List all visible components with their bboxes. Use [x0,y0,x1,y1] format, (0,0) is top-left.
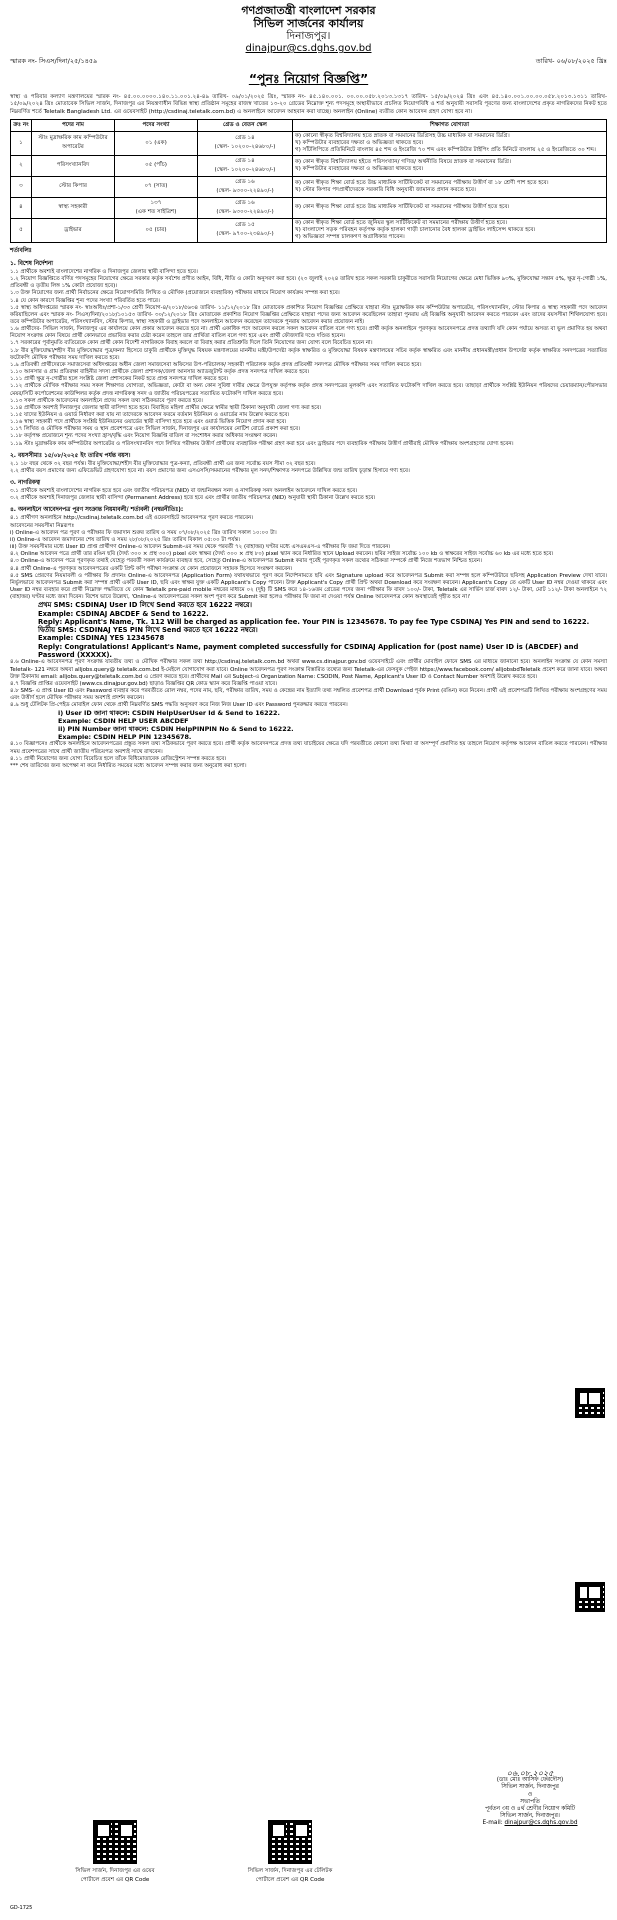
condition-paragraph: ১.৭ সরকারের পূর্বানুমতি ব্যতিরেকে কোন প্রার্থী কোন বিদেশী নাগরিককে বিবাহ করলে বা বিবাহ করার প্রতিশ্রুতি দিলে তিনি নিয়োগের জন্য যোগ্য বলে বিবেচিত হবেন না। [10,340,373,347]
condition-paragraph: ii) Online-এ আবেদন জমাদানের শেষ তারিখ ও সময় ২৮/০৮/২০২৫ খ্রিঃ তারিখ বিকাল ০৫:০০ টা পর্যন্ত। [10,536,241,543]
condition-paragraph: ১.১১ প্রার্থী ক্ষুদ্র নৃ-গোষ্ঠীর হলে সংশ্লিষ্ট জেলা প্রশাসকের নিকট হতে প্রাপ্ত সনদপত্র দাখিল করতে হবে। [10,376,229,383]
condition-paragraph: ২.২ প্রার্থীর বয়স প্রমাণের জন্য এফিডেভিট গ্রহণযোগ্য হবে না। বয়স প্রমাণের জন্য এসএসসি/সমমানের পরীক্ষার মূল সনদ/শিক্ষাগত সনদপত্রে উল্লিখিত জন্ম তারিখ চূড়ান্ত হিসাবে গণ্য হবে। [10,467,410,474]
signatory-title-2: ও [527,1791,533,1798]
signatory-title-3: সভাপতি [520,1798,540,1805]
condition-paragraph: ৪.৯ শুধু টেলিটক প্রি-পেইড মোবাইল ফোন থেকে প্রার্থী নিম্নবর্ণিত SMS পদ্ধতি অনুসরণ করে নিজ নিজ User ID এবং Password পুনরুদ্ধার করতে পারবেন। [10,702,348,709]
condition-paragraph: ৪.২ Online আবেদন পত্রে প্রার্থী তার রঙিন ছবি (দৈর্ঘ্য ৩০০ × প্রস্থ ৩০০) pixel এবং স্বাক্ষর (দৈর্ঘ্য ৩০০ × প্রস্থ ৮০) pixel স্ক্যান করে নির্ধারিত স্থানে Upload করবেন। ছবির সাইজ সর্বোচ্চ ১০০ kb ও স্বাক্ষরের সাইজ সর্বোচ্চ ৬০ kb এর মধ্যে হতে হবে। [10,551,554,558]
condition-paragraph: ১.২ নিয়োগ বিজ্ঞপ্তিতে বর্ণিত পদসমূহের নিয়োগের ক্ষেত্রে সরকার কর্তৃক সর্বশেষ প্রণীত আইন, বিধি, নীতি ও কোটা অনুসরণ করা হবে। (২৩ জুলাই ২০২৪ তারিখ হতে সকল সরকারি চাকুরীতে সরাসরি নিয়োগের ক্ষেত্রে মেধা ভিত্তিক ৯৩%, মুক্তিযোদ্ধা সন্তান ৫%, ক্ষুদ্র নৃ-গোষ্ঠী ১%, প্রতিবন্ধী ও তৃতীয় লিঙ্গ ১% কোটা প্রযোজ্য হবে)। [10,276,607,290]
condition-paragraph: ১.১৩ সকল প্রার্থীকে আবেদনের অনলাইনে প্রদেয় সকল তথ্য সঠিকভাবে পূরণ করতে হবে। [10,397,203,404]
condition-paragraph: i) Online-এ আবেদন পত্র পূরণ ও পরীক্ষার ফি জমাদান শুরুর তারিখ ও সময় ০৭/০৮/২০২৫ খ্রিঃ তারিখ সকাল ১০:০০ টা। [10,529,277,536]
condition-paragraph: ১.৮ বীর মুক্তিযোদ্ধা/শহীদ বীর মুক্তিযোদ্ধার পুত্র/কন্যা হিসেবে চাকুরি প্রার্থীকে মুক্তিযুদ্ধ বিষয়ক মন্ত্রণালয়ের মাননীয় মন্ত্রী/উপদেষ্টা কর্তৃক স্বাক্ষরিত ও মুক্তিযোদ্ধা বিষয়ক মন্ত্রণালয়ের সচিব কর্তৃক স্বাক্ষরিত এবং মাননীয় প্রধানমন্ত্রী/প্রধান উপদেষ্টা কর্তৃক স্বাক্ষরিত সনদপত্রের সত্যায়িত ফটোকপি মৌখিক পরীক্ষার সময় দাখিল করতে হবে। [10,347,607,361]
section-2-paragraphs [10,461,607,475]
condition-paragraph: ১.১৯ স্টাঃ মুদ্রাক্ষরিক কাম কম্পিউটার অপারেটর ও পরিসংখ্যানবিদ পদে লিখিত পরীক্ষায় উত্তীর্ণ প্রার্থীদের ব্যবহারিক পরীক্ষা গ্রহণ করা হবে এবং ড্রাইভার পদে ব্যবহারিক পরীক্ষায় উত্তীর্ণ প্রার্থীরাই মৌখিক পরীক্ষায় অংশগ্রহণের যোগ্য হবেন। [10,440,514,447]
cell-serial: ৪ [11,197,32,218]
qr-teletalk-portal [215,1820,365,1885]
cell-serial: ৩ [11,176,32,197]
office-name: সিভিল সার্জনের কার্যালয় [253,17,364,30]
conditions-label: শর্তাবলিঃ [10,247,32,254]
memo-row [10,56,607,67]
col-grade: গ্রেড ও বেতন স্কেল [198,119,293,131]
signature-scribble: ০৬.০৮.২০২৫ [506,1769,554,1778]
condition-paragraph: iii) উক্ত সময়সীমার মধ্যে User ID প্রাপ্ত প্রার্থীগণ Online-এ আবেদন Submit-এর সময় থেকে পরবর্তী ৭২ (বাহাত্তর) ঘণ্টার মধ্যে এসএমএস-এ পরীক্ষার ফি জমা দিতে পারবেন। [10,544,391,551]
qr-web-portal [40,1820,190,1885]
condition-paragraph: ৪.৮ SMS- এ প্রাপ্ত User ID এবং Password ব্যবহার করে পরবর্তীতে রোল নম্বর, পদের নাম, ছবি, পরীক্ষার তারিখ, সময় ও কেন্দ্রের নাম ইত্যাদি তথ্য সম্বলিত প্রবেশপত্র প্রার্থী Download পূর্বক Print (রঙিন) করে নিবেন। প্রার্থী এই প্রবেশপত্রটি লিখিত পরীক্ষায় অংশগ্রহণের সময় এবং উত্তীর্ণ হলে মৌখিক পরীক্ষার সময় অবশ্যই প্রদর্শন করবেন। [10,688,607,702]
section-4-title: ৪. অনলাইনে আবেদনপত্র পূরণ সংক্রান্ত নিয়মাবলী/ শর্তাবলী (নম্বরনীতিঃ): [10,507,184,514]
cell-qualification: ক) কোন স্বীকৃত বিশ্ববিদ্যালয় হইতে পরিসংখ্যান/ গণিত/ অর্থনীতি বিষয়ে স্নাতক বা সমমানের ডিগ্রি। খ) কম্পিউটার ব্যবহারের দক্ষতা ও অভিজ্ঞতা থাকতে হবে। [293,155,607,176]
cell-qualification: ক) কোন স্বীকৃত শিক্ষা বোর্ড হতে জুনিয়র স্কুল সার্টিফিকেট বা সমমানের পরীক্ষায় উত্তীর্ণ হতে হবে। খ) বাংলাদেশ সড়ক পরিবহন কর্তৃপক্ষ কর্তৃক হালকা গাড়ী চালানোর বৈধ হালকা ড্রাইভিং লাইসেন্স থাকতে হবে। গ) অভিজ্ঞতা সম্পন্ন চালকগণ অগ্রাধিকার পাবেন। [293,218,607,242]
signatory-title-5: সিভিল সার্জন, দিনাজপুর। [500,1813,560,1820]
condition-paragraph: ৪.৭ বিজ্ঞপ্তি প্রাপ্তির ওয়েবসাইট (www.cs.dinajpur.gov.bd) ছাড়াও বিজ্ঞপ্তির QR কোড স্ক্যান করে বিজ্ঞপ্তি পাওয়া যাবে। [10,680,278,687]
condition-paragraph: ১.১৫ যাদের ইউনিয়ন ও ওয়ার্ড নির্ধারণ করা যায় না তাদেরকে আবেদন ফরমে বর্তমান ইউনিয়ন ও ওয়ার্ডের নাম উল্লেখ করতে হবে। [10,412,290,419]
memo-date: তারিখ- ০৬/০৮/২০২৫ খ্রিঃ [535,57,607,65]
signatory-title-4: পূর্বতন ৩য় ও ৪র্থ শ্রেণীর নিয়োগ কমিটি [484,1806,575,1813]
vacancy-row [11,131,607,155]
vacancy-row [11,197,607,218]
vacancy-row [11,176,607,197]
condition-paragraph: ৩.২ প্রার্থীকে অবশ্যই দিনাজপুর জেলার স্থায়ী বাসিন্দা (Permanent Address) হতে হবে এবং প্রার্থীর জাতীয় পরিচয়পত্র (NID) অনুযায়ী স্থায়ী ঠিকানা উল্লেখ করতে হবে। [10,495,376,502]
qr-code-icon [575,1582,605,1612]
qr-code-icon[interactable] [93,1820,137,1864]
condition-paragraph: ১.৪ যে কোন কারণে বিজ্ঞপ্তির শূন্য পদের সংখ্যা পরিবর্তিত হতে পারে। [10,297,160,304]
qr-code-icon[interactable] [268,1820,312,1864]
signatory-email-label: E-mail: [482,1820,503,1827]
signature-block [455,1770,605,1828]
gov-name: গণপ্রজাতন্ত্রী বাংলাদেশ সরকার [241,4,376,17]
section-1-title: ১. বিশেষ নির্দেশনা [10,260,53,267]
condition-paragraph: ১.৬ প্রার্থীদের- সিভিল সার্জন, দিনাজপুর এর কার্যালয়ে কোন প্রকার আবেদন করতে হবে না। প্রার্থী একাধিক পদে আবেদন করলে সকল আবেদন বাতিল বলে গণ্য হবে। প্রার্থী কর্তৃক অনলাইনে পূরণকৃত আবেদনপত্রে প্রদত্ত তথ্যাদি যদি কোন পর্যায়ে অসত্য বা ভুল প্রমাণিত হয় অথবা নিয়োগ সংক্রান্ত কোন বিষয়ে প্রার্থী কোনভাবে প্রভাবিত করার চেষ্টা করেন তাহলে তার প্রার্থিতা বাতিল বলে গণ্য হবে এবং প্রার্থী ফৌজদারি দণ্ডে দণ্ডিত হবেন। [10,326,607,340]
col-serial: ক্রঃ নং [11,119,32,131]
condition-paragraph: আবেদনের সময়সীমা নিম্নরূপঃ [10,522,75,529]
memo-number: স্মারক নং- সিএস/দিনা/২৫/১৪৫৯ [10,57,98,65]
cell-serial: ৫ [11,218,32,242]
qr-footer [10,1820,607,1885]
signatory-name: (ডাঃ মোঃ আসিফ ফেরদৌস) [496,1777,564,1784]
cell-grade: গ্রেড ১৬ (স্কেল- ৯৩০০-২২৪৯০/-) [198,176,293,197]
condition-paragraph: *** শেষ তারিখের জন্য অপেক্ষা না করে নির্ধারিত সময়ের মধ্যে আবেদন সম্পন্ন করার জন্য অনুরোধ করা হলো। [10,762,247,769]
section-4c-paragraphs [10,741,607,770]
recover-pin: ii) PIN Number জানা থাকলে: CSDIN HelpPINPIN No & Send to 16222. [58,725,294,734]
recover-pin-example: Example: CSDIN HELP PIN 12345678. [58,733,192,742]
cell-grade: গ্রেড ১৪ (স্কেল- ১০২০০-২৪৬৮০/-) [198,131,293,155]
condition-paragraph: ১.৯ প্রতিবন্ধী প্রার্থীদেরকে সমাজসেবা অধিদপ্তরের অধীন জেলা সমাজসেবা অফিসের উপ-পরিচালক/ সহকারী পরিচালক কর্তৃক প্রদত্ত প্রতিবন্ধী সনদপত্র মৌখিক পরীক্ষার সময় দাখিল করতে হবে। [10,361,422,368]
cell-post: স্টাঃ মুদ্রাক্ষরিক কাম কম্পিউটার অপারেটর [32,131,115,155]
vacancy-table [10,119,607,243]
section-3-paragraphs [10,488,607,502]
qr-teletalk-line-1: সিভিল সার্জন, দিনাজপুর এর টেলিটক [247,1868,333,1874]
cell-count: ১৩৭ (এক শত সাইত্রিশ) [115,197,198,218]
condition-paragraph: ১.১০ আনসার ও গ্রাম প্রতিরক্ষা বাহিনীর সদস্য প্রার্থীকে জেলা প্রশাসক/জেলা আনসার অ্যাডজুটান্ট কর্তৃক প্রদত্ত সনদপত্র দাখিল করতে হবে। [10,369,310,376]
recover-userid: i) User ID জানা থাকলে: CSDIN HelpUserUser Id & Send to 16222. [58,709,280,718]
cell-grade: গ্রেড ১৪ (স্কেল- ১০২০০-২৪৬৮০/-) [198,155,293,176]
sms-1-reply: Reply: Applicant's Name, Tk. 112 Will be charged as application fee. Your PIN is 12345678. To pay fee Type CSDINAJ Yes PIN and send to 16222. [38,617,590,626]
condition-paragraph: ১.৫ স্বাস্থ্য অধিদপ্তরের স্মারক নং- স্বাঃঅধিঃ/প্রশা-১/৩৩ শ্রেণী নিয়োগ-৪/২০১৮/৫৬৩৪ তারিখ- ১১/১২/২০১৮ খ্রিঃ মোতাবেক প্রকাশিত নিয়োগ বিজ্ঞপ্তির প্রেক্ষিতে যাহারা স্টাঃ মুদ্রাক্ষরিক কাম কম্পিউটার অপারেটর, পরিসংখ্যানবিদ, স্টোর কিপার ও স্বাস্থ্য সহকারী পদে আবেদন করিয়াছিলেন এবং স্মারক নং- সিএস/দিনা/২০১৮/১০১৫৩ তারিখ- ৩০/১২/২০১৮ খ্রিঃ মোতাবেক প্রকাশিত নিয়োগ বিজ্ঞপ্তির প্রেক্ষিতে যাহারা পদের জন্য আবেদন করেছিলেন তাহারা পুনরায় এই বিজ্ঞপ্তি অনুযায়ী আবেদন করতে পারবেন এবং তাদের বয়সসীমা শিথিলযোগ্য হবে। তবে কম্পিউটার অপারেটর, পরিসংখ্যানবিদ, স্টোর কিপার, স্বাস্থ্য সহকারী ও ড্রাইভার পদে অনলাইনে আবেদন করেছেন তাদেরকে পুনরায় আবেদন করার প্রয়োজন নাই। [10,304,607,325]
cell-qualification: ক) কোন স্বীকৃত শিক্ষা বোর্ড হতে উচ্চ মাধ্যমিক সার্টিফিকেট বা সমমানের পরীক্ষায় উত্তীর্ণ হতে হবে। [293,197,607,218]
vacancy-row [11,155,607,176]
condition-paragraph: ১.৩ উক্ত নিয়োগের জন্য প্রার্থী নির্বাচনের ক্ষেত্রে নিয়োগসমিতি লিখিত ও মৌখিক (প্রয়োজনে ব্যবহারিক) পরীক্ষার মাধ্যমে নিয়োগ কার্যক্রম সম্পন্ন করা হবে। [10,290,340,297]
cell-count: ০৫ (চার) [115,218,198,242]
condition-paragraph: ১.১৬ স্বাস্থ্য সহকারী পদে প্রার্থীকে সংশ্লিষ্ট ইউনিয়নের ওয়ার্ডের স্থায়ী বাসিন্দা হতে হবে এবং ওয়ার্ড ভিত্তিক নিয়োগ প্রদান করা হবে। [10,419,287,426]
condition-paragraph: ৩.১ প্রার্থীকে অবশ্যই বাংলাদেশের নাগরিক হতে হবে এবং জাতীয় পরিচয়পত্র (NID) বা জন্মনিবন্ধন সনদ ও নাগরিকত্ব সনদ অনলাইন আবেদনে দাখিল করতে হবে। [10,488,358,495]
cell-post: স্টোর কিপার [32,176,115,197]
condition-paragraph: ২.১ ১৮ বছর থেকে ৩২ বছর পর্যন্ত। বীর মুক্তিযোদ্ধা/শহীদ বীর মুক্তিযোদ্ধার পুত্র-কন্যা, প্রতিবন্ধী প্রার্থী এর জন্য সর্বোচ্চ বয়স সীমা ৩২ বছর হবে। [10,460,316,467]
section-4a-paragraphs [10,515,607,601]
condition-paragraph: ১.১ প্রার্থীকে অবশ্যই বাংলাদেশের নাগরিক ও দিনাজপুর জেলার স্থায়ী বাসিন্দা হতে হবে। [10,268,198,275]
condition-paragraph: ৪.৪ প্রার্থী Online-এ পূরণকৃত আবেদনপত্রের একটি প্রিন্ট কপি পরীক্ষা সংক্রান্ত যে কোন প্রয়োজনে সহায়ক হিসেবে সংরক্ষণ করবেন। [10,565,293,572]
vacancy-header-row [11,119,607,131]
recover-userid-example: Example: CSDIN HELP USER ABCDEF [58,717,189,726]
condition-paragraph: ১.১৮ কর্তৃপক্ষ প্রয়োজনে শূন্য পদের সংখ্যা হ্রাস/বৃদ্ধি এবং নিয়োগ বিজ্ঞপ্তি বাতিল বা সংশোধন করার অধিকার সংরক্ষণ করেন। [10,433,278,440]
cell-post: পরিসংখ্যানবিদ [32,155,115,176]
col-post: পদের নাম [32,119,115,131]
district-name: দিনাজপুর। [286,30,331,42]
condition-paragraph: ১.১২ প্রার্থীকে মৌখিক পরীক্ষার সময় সকল শিক্ষাগত যোগ্যতা, অভিজ্ঞতা, কোটা বা অন্য কোন সুবিধা দাবীর ক্ষেত্রে উপযুক্ত কর্তৃপক্ষ কর্তৃক প্রদত্ত সনদপত্রের মূলকপি এবং সত্যায়িত ফটোকপি দাখিল করতে হবে। তাছাড়া প্রার্থীকে সংশ্লিষ্ট ইউনিয়ন পরিষদের চেয়ারম্যান/পৌরসভার মেয়র/সিটি কর্পোরেশনের কাউন্সিলর কর্তৃক প্রদত্ত নাগরিকত্ব সনদ ও জাতীয় পরিচয়পত্রের সত্যায়িত ফটোকপি দাখিল করতে হবে। [10,383,607,397]
sms-2-reply: Reply: Congratulations! Applicant's Name, payment completed successfully for CSDINAJ Application for (post name) User ID is (ABCDEF) and Password (XXXXX). [38,642,579,660]
cell-count: ০৭ (সাত) [115,176,198,197]
condition-paragraph: ৪.৫ SMS প্রেরণের নিয়মাবলী ও পরীক্ষার ফি প্রদানঃ Online-এ আবেদনপত্র (Application Form) যথাযথভাবে পূরণ করে নির্দেশনামতে ছবি এবং Signature upload করে আবেদনপত্র Submit করা সম্পন্ন হলে কম্পিউটারে ছবিসহ Application Preview দেখা যাবে। নির্ভুলভাবে আবেদনপত্র Submit করা সম্পন্ন প্রার্থী একটি User ID, ছবি এবং স্বাক্ষর যুক্ত একটি Applicant's Copy পাবেন। উক্ত Applicant's Copy প্রার্থী প্রিন্ট অথবা Download করে সংরক্ষণ করবেন। Applicant's Copy তে একটি User ID নম্বর দেওয়া থাকবে এবং User ID নম্বর ব্যবহার করে প্রার্থী নিম্নোক্ত পদ্ধতিতে যে কোন Teletalk pre-paid mobile নম্বরের মাধ্যমে ০২ (দুই) টি SMS করে ১৪-১৬তম গ্রেডের পদের জন্য পরীক্ষার ফি বাবদ ১০০/- টাকা, Teletalk এর সার্ভিস চার্জ বাবদ ১২/- টাকা, মোট ১১২/- টাকা অনলাইনে ৭২ (বাহাত্তর) ঘণ্টার মধ্যে জমা দিবেন। বিশেষ ভাবে উল্লেখ্য, 'Online-এ আবেদনপত্রের সকল অংশ পূরণ করে Submit করা হলেও পরীক্ষার ফি জমা না দেওয়া পর্যন্ত Online আবেদনপত্র কোন অবস্থাতেই গৃহীত হবে না।' [10,572,607,601]
signatory-title-1: সিভিল সার্জন, দিনাজপুর [501,1784,559,1791]
condition-paragraph: ১.১৭ লিখিত ও মৌখিক পরীক্ষার সময় ও স্থান প্রবেশপত্রে এবং সিভিল সার্জন, দিনাজপুর এর কার্যালয়ের নোটিশ বোর্ডে প্রকাশ করা হবে। [10,426,301,433]
section-3-title: ৩. নাগরিকত্ব [10,480,40,487]
condition-paragraph: ৪.৩ Online-এ আবেদন পত্রে পূরণকৃত তথ্যই যেহেতু পরবর্তী সকল কার্যক্রমে ব্যবহৃত হবে, সেহেতু Online-এ আবেদনপত্র Submit করার পূর্বেই পূরণকৃত সকল তথ্যের সঠিকতা সম্পর্কে প্রার্থী নিজে শতভাগ নিশ্চিত হবেন। [10,558,482,565]
col-qualification: শিক্ষাগত যোগ্যতা [293,119,607,131]
cell-grade: গ্রেড ১৫ (স্কেল- ৯৭০০-২৩৪৯০/-) [198,218,293,242]
cell-serial: ১ [11,131,32,155]
condition-paragraph: ৪.১ প্রার্থীগণ অনলাইনে http://csdinaj.teletalk.com.bd এই ওয়েবসাইটে আবেদনপত্র পূরণ করতে পারবেন। [10,515,254,522]
condition-paragraph: ৪.১০ বিজ্ঞাপনেঃ প্রার্থীকে অনলাইনে আবেদনপত্রের প্রস্তুত সকল তথ্য সঠিকভাবে পূরণ করতে হবে। প্রার্থী কর্তৃক আবেদনপত্রে প্রদত্ত তথ্য যাচাইয়ের ক্ষেত্রে যদি পরবর্তীতে কোনো তথ্য মিথ্যা বা অসম্পূর্ণ প্রমাণিত হয় তাহলে নিয়োগ কর্তৃপক্ষ আবেদন বাতিল করতে পারবেন। পরীক্ষার সময় প্রবেশপত্রের সাথে প্রার্থী জাতীয় পরিচয়পত্র অবশ্যই সাথে রাখবেন। [10,741,607,755]
cell-grade: গ্রেড ১৬ (স্কেল- ৯৩০০-২২৪৯০/-) [198,197,293,218]
qr-code-icon [575,1388,605,1418]
condition-paragraph: ৪.৬ Online-এ আবেদনপত্র পূরণ সংক্রান্ত যাবতীয় তথ্য ও মৌখিক পরীক্ষার সকল তথ্য http://csdinaj.teletalk.com.bd অথবা www.cs.dinajpur.gov.bd ওয়েবসাইটে এবং প্রার্থীর মোবাইল ফোনে SMS এর মাধ্যমে জানানো হবে। অনলাইন সংক্রান্ত যে কোন সমস্যা Teletalk- 121 নম্বরে অথবা alljobs.query@ teletalk.com.bd ই-মেইলে যোগাযোগ করা যাবে। Online আবেদনপত্র পূরণ সংক্রান্ত বিস্তারিত তথ্যের জন্য Teletalk-এর ফেসবুক পেইজ https://www.facebook.com/ alljobsbdTeletalk প্রবেশ করে জানা যাবে। অথবা উক্ত ঠিকানায় email: alljobs.query@teletalk.com.bd এ প্রেরণ করতে হবে। প্রার্থীদের Mail এর Subject-এ Organization Name: CSODIN, Post Name, Applicant's User ID ও Contact Number অবশ্যই উল্লেখ করতে হবে। [10,659,607,680]
cell-qualification: ক) কোনো স্বীকৃত বিশ্ববিদ্যালয় হতে স্নাতক বা সমমানের ডিগ্রিসহ উচ্চ মাধ্যমিক বা সমমানের ডিগ্রি। খ) কম্পিউটার ব্যবহারের দক্ষতা ও অভিজ্ঞতা থাকতে হবে। গ) সাঁটলিপিতে প্রতিমিনিটে বাংলায় ৪৫ শব্দ ও ইংরেজি ৭০ শব্দ এবং কম্পিউটার টাইপিং প্রতি মিনিটে বাংলায় ২৫ ও ইংরেজিতে ৩০ শব্দ। [293,131,607,155]
cell-post: ড্রাইভার [32,218,115,242]
notice-title: “পুনঃ নিয়োগ বিজ্ঞপ্তি” [248,71,369,86]
gd-number: GD-1725 [10,1905,33,1911]
qr-teletalk-line-2: পোর্টালে প্রবেশ এর QR Code [255,1877,325,1883]
section-1-paragraphs [10,269,607,448]
condition-paragraph: ১.১৪ প্রার্থীকে অবশ্যই দিনাজপুর জেলার স্থায়ী বাসিন্দা হতে হবে। বিবাহিত মহিলা প্রার্থীর ক্ষেত্রে স্বামীর স্থায়ী ঠিকানা অনুযায়ী জেলা গণ্য করা হবে। [10,404,322,411]
cell-serial: ২ [11,155,32,176]
office-email[interactable]: dinajpur@cs.dghs.gov.bd [245,43,372,54]
letterhead [10,4,607,54]
sms-2-label: দ্বিতীয় SMS: CSDINAJ YES PIN লিখে Send করতে হবে 16222 নম্বরে। [38,626,258,635]
sms-2-example: Example: CSDINAJ YES 12345678 [38,634,165,643]
vacancy-row [11,218,607,242]
cell-post: স্বাস্থ্য সহকারী [32,197,115,218]
section-4b-paragraphs [10,659,607,709]
qr-web-line-1: সিভিল সার্জন, দিনাজপুর এর ওয়েব [75,1868,155,1874]
sms-1-label: প্রথম SMS: CSDINAJ User ID লিখে Send করতে হবে 16222 নম্বরে। [38,601,252,610]
intro-paragraph: স্বাস্থ্য ও পরিবার কল্যাণ মন্ত্রণালয়ের স্মারক নং- ৪৫.০০.০০০০.১৪০.১১.০০১.২৪-৪৯ তারিখ- ০৯/০১/২০২৫ খ্রিঃ, স্মারক নং- ৪৫.১৪০.০০১. ০০.০০.০৫৮.২০১৩.১৩১৭ তারিখ- ১৫/০৯/২০২৪ খ্রিঃ এবং ৪৫.১৪০.০০১.০০.০০.০৫৮.২০১৩.১৩১১ তারিখ- ১৫/০৯/২০২৪ খ্রিঃ মোতাবেক সিভিল সার্জন, দিনাজপুর এর নিয়ন্ত্রণাধীন বিভিন্ন স্বাস্থ্য প্রতিষ্ঠান সমূহের রাজস্ব খাতের ১৩-২০ গ্রেডের নিম্নোক্ত শূন্য পদসমূহে অস্থায়ীভাবে প্রচলিত নিয়োগবিধি ও শর্ত অনুযায়ী সরাসরি পূরণের জন্য বাংলাদেশের প্রকৃত নাগরিকদের নিকট হতে নিম্নবর্ণিত শর্তে Teletalk Bangladesh Ltd. এর ওয়েবসাইট (http://csdinaj.teletalk.com.bd) এ অনলাইনে আবেদন আহবান করা যাচ্ছে। অনলাইন (Online) ব্যতীত কোন আবেদন গ্রহণ যোগ্য হবে না। [10,94,607,115]
sms-1-example: Example: CSDINAJ ABCDEF & Send to 16222. [38,609,209,618]
cell-count: ০১ (এক) [115,131,198,155]
qr-web-line-2: পোর্টালে প্রবেশ এর QR Code [80,1877,150,1883]
cell-count: ০৫ (পাঁচ) [115,155,198,176]
section-2-title: ২. বয়সসীমাঃ ১৫/০৮/২০২৫ ইং তারিখ পর্যন্ত বয়স। [10,452,131,459]
signatory-email[interactable]: dinajpur@cs.dghs.gov.bd [504,1820,578,1827]
col-count: পদের সংখ্যা [115,119,198,131]
cell-qualification: ক) কোন স্বীকৃত শিক্ষা বোর্ড হতে উচ্চ মাধ্যমিক সার্টিফিকেট বা সমমানের পরীক্ষায় উত্তীর্ণ বা ১৮ শ্রেণী পাশ হতে হবে। খ) স্টোর কিপার পদপ্রার্থীদেরকে সরকারি বিধি অনুযায়ী জামানত প্রদান করতে হবে। [293,176,607,197]
condition-paragraph: ৪.১১ প্রার্থী নিয়োগের জন্য যোগ্য বিবেচিত হলে তাঁকে বিধিমোতাবেক রেজিস্ট্রেশন সম্পন্ন করতে হবে। [10,755,227,762]
